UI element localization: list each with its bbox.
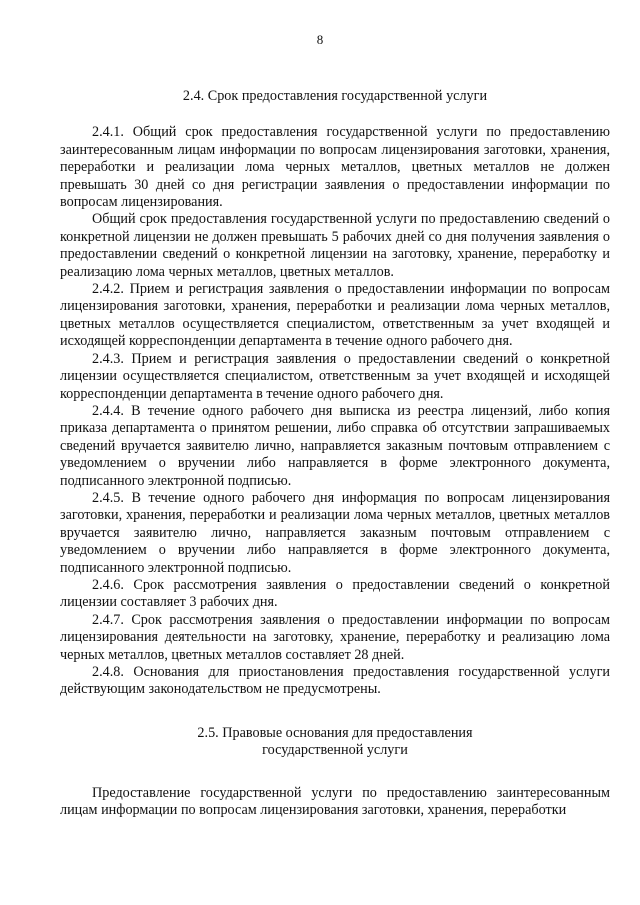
paragraph-2-4-1-b: Общий срок предоставления государственной услуги по предоставлению сведений о конкретной лицензии не должен превышать 5 рабочих дней со дня получения заявления о предоставлении сведений о конкретной лицензии на заготовку, хранение, переработку и реализацию лома черных металлов, цветных металлов. [60,211,610,280]
paragraph-2-4-7: 2.4.7. Срок рассмотрения заявления о предоставлении информации по вопросам лицензирования деятельности на заготовку, хранение, переработку и реализацию лома черных металлов, цветных металлов составляет 28 дней. [60,611,610,663]
section-heading-2-5 [60,725,610,760]
paragraph-2-4-1: 2.4.1. Общий срок предоставления государственной услуги по предоставлению заинтересованным лицам информации по вопросам лицензирования заготовки, хранения, переработки и реализации лома черных металлов, цветных металлов не должен превышать 30 дней со дня регистрации заявления о предоставлении информации по вопросам лицензирования. [60,124,610,211]
paragraph-2-4-4: 2.4.4. В течение одного рабочего дня выписка из реестра лицензий, либо копия приказа департамента о принятом решении, либо справка об отсутствии запрашиваемых сведений вручается заявителю лично, направляется заказным почтовым отправлением с уведомлением о вручении либо направляется в форме электронного документа, подписанного электронной подписью. [60,402,610,489]
page-number: 8 [316,32,324,47]
section-heading-2-5-line1: 2.5. Правовые основания для предоставления [197,724,473,741]
paragraph-2-4-2: 2.4.2. Прием и регистрация заявления о предоставлении информации по вопросам лицензирования заготовки, хранения, переработки и реализации лома черных металлов, цветных металлов осуществляется специалистом, ответственным за учет входящей и исходящей корреспонденции департамента в течение одного рабочего дня. [60,281,610,350]
section-heading-2-5-line2: государственной услуги [262,742,408,759]
paragraph-2-4-3: 2.4.3. Прием и регистрация заявления о предоставлении сведений о конкретной лицензии осуществляется специалистом, ответственным за учет входящей и исходящей корреспонденции департамента в течение одного рабочего дня. [60,350,610,402]
document-body [60,88,610,819]
paragraph-2-4-8: 2.4.8. Основания для приостановления предоставления государственной услуги действующим законодательством не предусмотрены. [60,664,610,698]
paragraph-2-4-6: 2.4.6. Срок рассмотрения заявления о предоставлении сведений о конкретной лицензии составляет 3 рабочих дня. [60,576,610,611]
section-heading-2-4: 2.4. Срок предоставления государственной услуги [182,88,488,104]
paragraph-2-5-intro: Предоставление государственной услуги по предоставлению заинтересованным лицам информации по вопросам лицензирования заготовки, хранения, переработки [60,784,610,819]
paragraph-2-4-5: 2.4.5. В течение одного рабочего дня информация по вопросам лицензирования заготовки, хранения, переработки и реализации лома черных металлов, цветных металлов вручается заявителю лично, направляется заказным почтовым отправлением с уведомлением о вручении либо направляется в форме электронного документа, подписанного электронной подписью. [60,489,610,576]
